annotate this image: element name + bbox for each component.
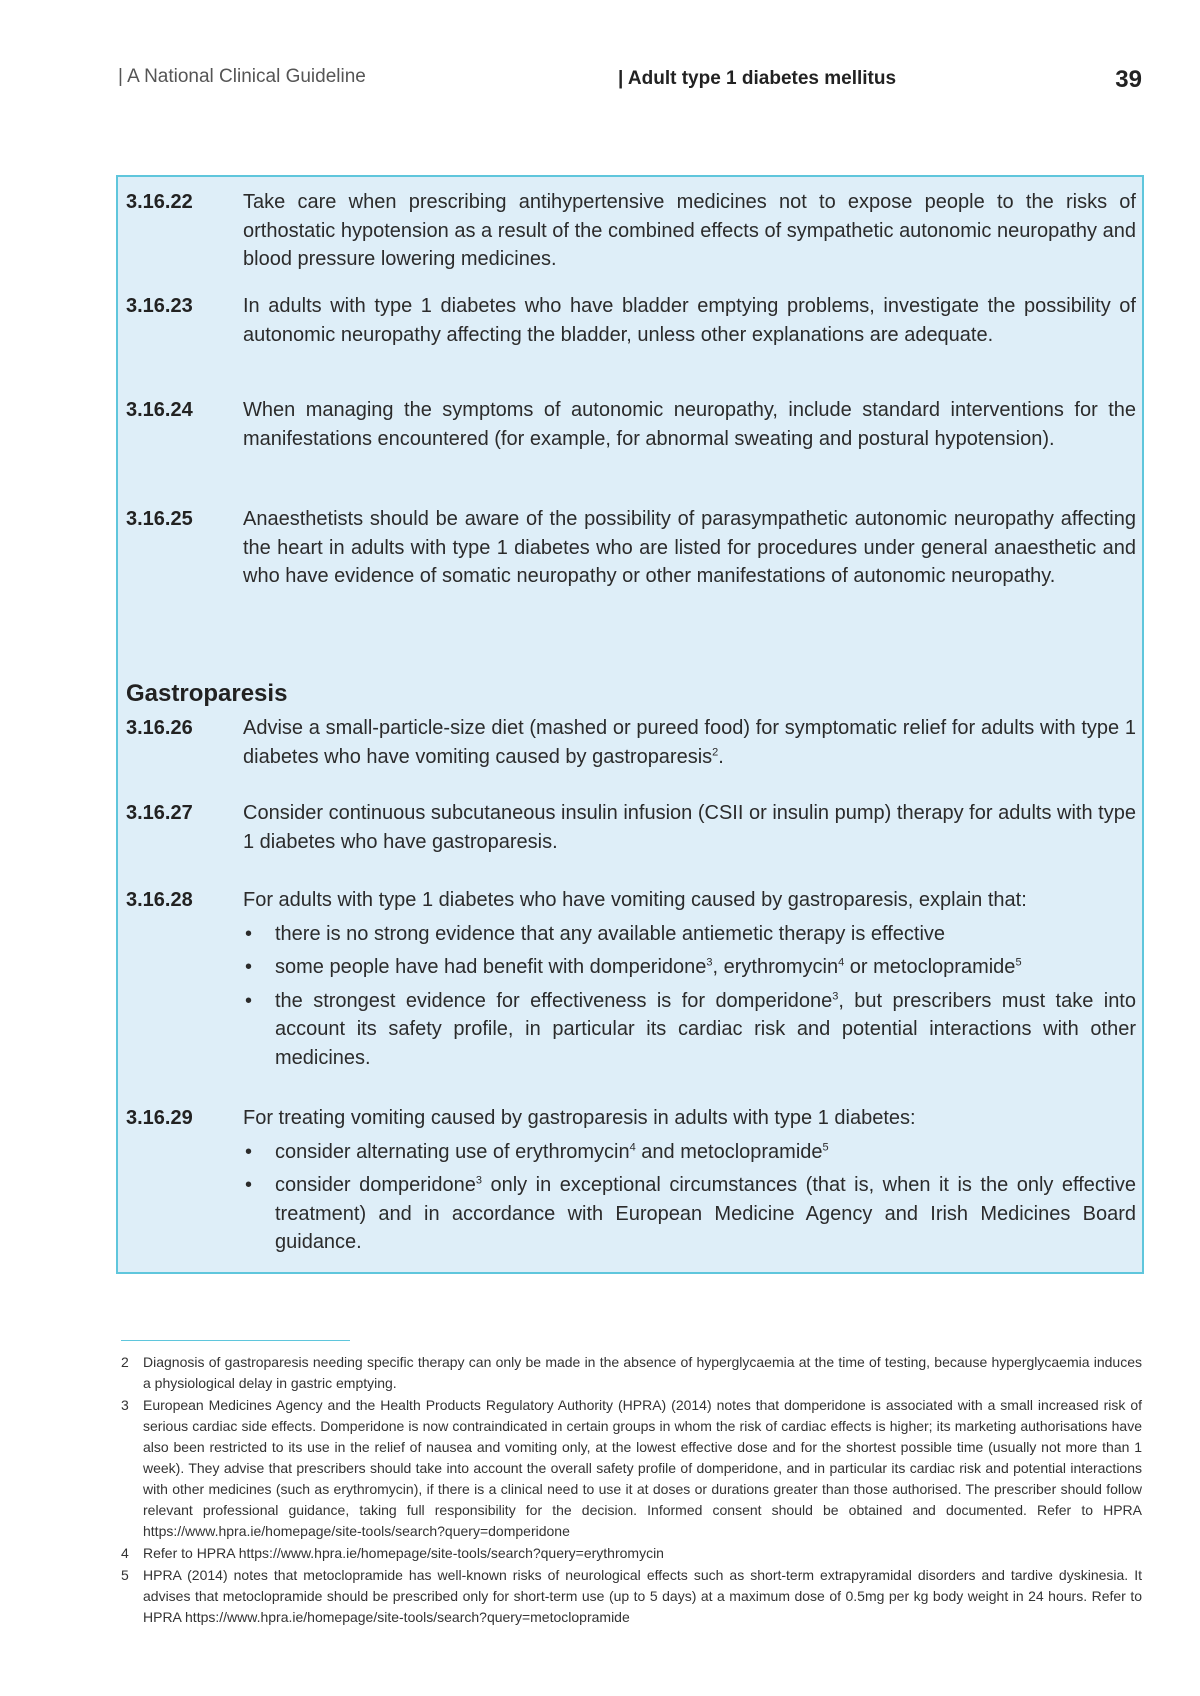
- footnote-text: Diagnosis of gastroparesis needing specific therapy can only be made in the absence of hyperglycaemia at the time of testing, because hyperglycaemia induces a physiological delay in gastric emptying.: [143, 1354, 1142, 1391]
- footnote-ref: 2: [712, 745, 719, 758]
- recommendation-text: [243, 714, 1136, 771]
- bullet-item: [243, 920, 1136, 949]
- recommendation-text: In adults with type 1 diabetes who have bladder emptying problems, investigate the possibility of autonomic neuropathy affecting the bladder, unless other explanations are adequate.: [243, 295, 1136, 346]
- text-part: there is no strong evidence that any available antiemetic therapy is effective: [275, 922, 946, 945]
- footnote-divider: [121, 1340, 350, 1341]
- footnote-ref: 5: [822, 1140, 829, 1153]
- recommendation-text: [243, 1104, 1136, 1257]
- recommendation-intro: For adults with type 1 diabetes who have vomiting caused by gastroparesis, explain that:: [243, 889, 1027, 911]
- bullet-list: [243, 1138, 1136, 1257]
- text-part: Advise a small-particle-size diet (mashed or pureed food) for symptomatic relief for adults with type 1 diabetes who have vomiting caused by gastroparesis: [243, 717, 1136, 768]
- footnote-2: [121, 1352, 1142, 1394]
- footnote-3: [121, 1395, 1142, 1542]
- recommendation-3-16-25: [126, 505, 1136, 591]
- bullet-item: [243, 953, 1136, 982]
- recommendation-number: 3.16.28: [126, 889, 193, 911]
- page-number: 39: [1115, 66, 1142, 93]
- text-part: and metoclopramide: [635, 1140, 823, 1163]
- recommendation-number: 3.16.29: [126, 1107, 193, 1129]
- page-header: [118, 64, 1142, 94]
- recommendation-3-16-27: [126, 799, 1136, 856]
- document-title: | Adult type 1 diabetes mellitus: [618, 68, 897, 89]
- footnote-number: 5: [121, 1567, 129, 1583]
- text-part: some people have had benefit with domperidone: [275, 956, 707, 978]
- text-part: the strongest evidence for effectiveness is for domperidone: [275, 989, 833, 1012]
- text-part: , but prescribers must take into account its safety profile, in particular its cardiac risk and potential interactions with other medicines.: [275, 989, 1136, 1069]
- text-part: , erythromycin: [712, 956, 839, 978]
- footnote-5: [121, 1565, 1142, 1628]
- recommendation-3-16-22: [126, 188, 1136, 274]
- recommendation-number: 3.16.24: [126, 399, 193, 421]
- recommendation-3-16-26: [126, 714, 1136, 771]
- recommendation-3-16-28: [126, 886, 1136, 1072]
- section-heading-gastroparesis: Gastroparesis: [126, 680, 288, 707]
- recommendation-3-16-24: [126, 396, 1136, 453]
- bullet-item: [243, 1171, 1136, 1257]
- recommendation-number: 3.16.25: [126, 508, 193, 530]
- footnote-ref: 4: [838, 956, 845, 969]
- recommendation-3-16-29: [126, 1104, 1136, 1257]
- text-part: or metoclopramide: [844, 956, 1016, 978]
- recommendation-text: When managing the symptoms of autonomic neuropathy, include standard interventions for the manifestations encountered (for example, for abnormal sweating and postural hypotension).: [243, 399, 1136, 450]
- footnote-number: 3: [121, 1397, 129, 1413]
- footnote-number: 2: [121, 1354, 129, 1370]
- recommendation-number: 3.16.26: [126, 717, 193, 739]
- recommendation-3-16-23: [126, 292, 1136, 349]
- guideline-label: | A National Clinical Guideline: [118, 66, 366, 87]
- bullet-item: [243, 1138, 1136, 1167]
- recommendation-number: 3.16.27: [126, 802, 193, 824]
- bullet-list: [243, 920, 1136, 1073]
- recommendation-number: 3.16.23: [126, 295, 193, 317]
- footnote-text: Refer to HPRA https://www.hpra.ie/homepage/site-tools/search?query=erythromycin: [143, 1545, 664, 1561]
- footnotes: [121, 1352, 1142, 1629]
- footnote-ref: 3: [475, 1174, 482, 1187]
- footnote-ref: 3: [832, 989, 839, 1002]
- recommendation-intro: For treating vomiting caused by gastroparesis in adults with type 1 diabetes:: [243, 1107, 916, 1129]
- text-part: only in exceptional circumstances (that is, when it is the only effective treatment) and in accordance with European Medicine Agency and Irish Medicines Board guidance.: [275, 1174, 1136, 1253]
- text-part: consider domperidone: [275, 1174, 476, 1196]
- recommendation-text: Take care when prescribing antihypertensive medicines not to expose people to the risks of orthostatic hypotension as a result of the combined effects of sympathetic autonomic neuropathy and blood pressure lowering medicines.: [243, 191, 1136, 270]
- footnote-ref: 5: [1015, 956, 1022, 969]
- footnote-text: HPRA (2014) notes that metoclopramide has well-known risks of neurological effects such as short-term extrapyramidal disorders and tardive dyskinesia. It advises that metoclopramide should be prescribed only for short-term use (up to 5 days) at a maximum dose of 0.5mg per kg body weight in 24 hours. Refer to HPRA https://www.hpra.ie/homepage/site-tools/search?query=metoclopramide: [143, 1567, 1142, 1625]
- bullet-item: [243, 987, 1136, 1073]
- footnote-text: European Medicines Agency and the Health Products Regulatory Authority (HPRA) (2014) notes that domperidone is associated with a small increased risk of serious cardiac side effects. Domperidone is now contraindicated in certain groups in whom the risk of cardiac effects is higher; its marketing authorisations have also been restricted to its use in the relief of nausea and vomiting only, at the lowest effective dose and for the shortest possible time (usually not more than 1 week). They advise that prescribers should take into account the overall safety profile of domperidone, and in particular its cardiac risk and potential interactions with other medicines (such as erythromycin), if there is a clinical need to use it at doses or durations greater than those authorised. The prescriber should follow relevant professional guidance, taking full responsibility for the decision. Informed consent should be obtained and documented. Refer to HPRA https://www.hpra.ie/homepage/site-tools/search?query=domperidone: [143, 1397, 1142, 1539]
- footnote-number: 4: [121, 1545, 129, 1561]
- footnote-ref: 4: [629, 1140, 636, 1153]
- recommendation-text: [243, 886, 1136, 1072]
- footnote-4: [121, 1543, 1142, 1564]
- text-part: .: [718, 745, 724, 768]
- footnote-ref: 3: [706, 956, 713, 969]
- recommendation-text: Anaesthetists should be aware of the possibility of parasympathetic autonomic neuropathy affecting the heart in adults with type 1 diabetes who are listed for procedures under general anaesthetic and who have evidence of somatic neuropathy or other manifestations of autonomic neuropathy.: [243, 508, 1136, 587]
- text-part: consider alternating use of erythromycin: [275, 1140, 630, 1163]
- recommendation-number: 3.16.22: [126, 191, 193, 213]
- recommendation-text: Consider continuous subcutaneous insulin infusion (CSII or insulin pump) therapy for adults with type 1 diabetes who have gastroparesis.: [243, 802, 1136, 853]
